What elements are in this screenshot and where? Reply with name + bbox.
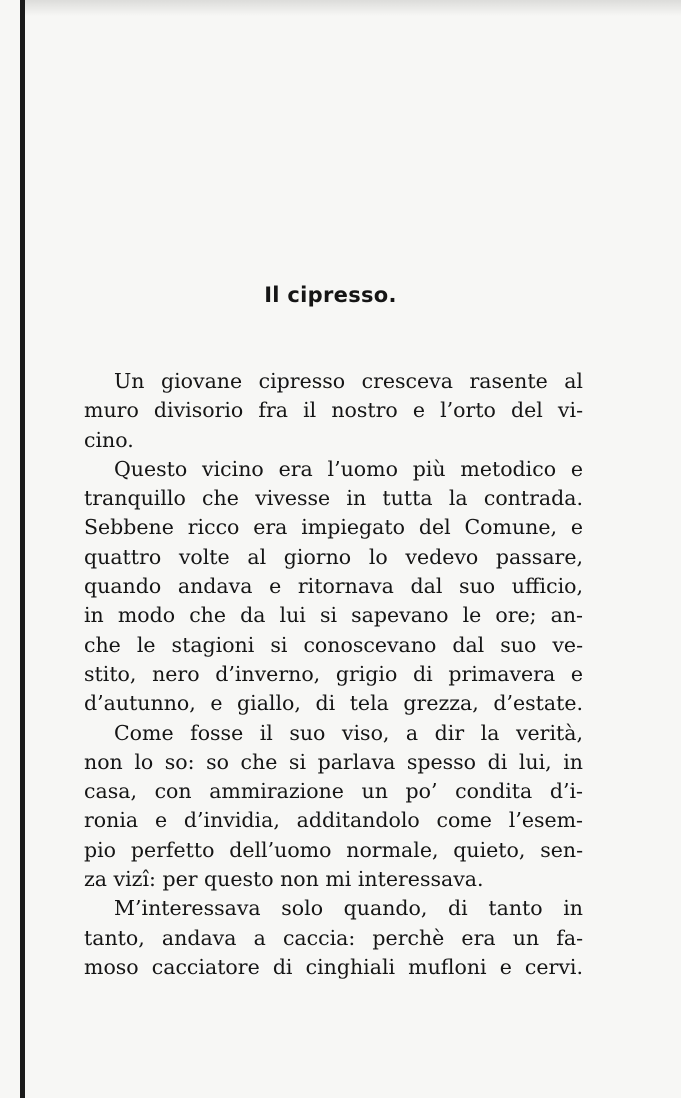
text-line: che le stagioni si conoscevano dal suo ve-	[84, 632, 583, 657]
text-line: Un giovane cipresso cresceva rasente al	[114, 369, 583, 393]
text-line: stito, nero d’inverno, grigio di primavera e	[84, 661, 583, 686]
text-line: quattro volte al giorno lo vedevo passare,	[84, 544, 583, 569]
text-line: Come fosse il suo viso, a dir la verità,	[114, 720, 583, 745]
text-line: d’autunno, e giallo, di tela grezza, d’estate.	[84, 691, 583, 716]
text-line: muro divisorio fra il nostro e l’orto del vi-	[84, 398, 583, 423]
text-line: tranquillo che vivesse in tutta la contrada.	[84, 486, 583, 511]
text-line: casa, con ammirazione un po’ condita d’i-	[84, 779, 583, 804]
text-line: moso cacciatore di cinghiali mufloni e cervi.	[84, 954, 583, 979]
text-line: tanto, andava a caccia: perchè era un fa-	[84, 925, 583, 950]
text-line: Sebbene ricco era impiegato del Comune, e	[84, 515, 583, 540]
text-line: pio perfetto dell’uomo normale, quieto, sen-	[84, 837, 583, 862]
chapter-body	[84, 367, 583, 982]
text-line: za vizî: per questo non mi interessava.	[84, 867, 484, 892]
page-top-shadow	[25, 0, 681, 16]
text-line: M’interessava solo quando, di tanto in	[114, 896, 583, 921]
text-line: Questo vicino era l’uomo più metodico e	[114, 456, 583, 481]
text-line: non lo so: so che si parlava spesso di lui, in	[84, 749, 583, 774]
text-line: quando andava e ritornava dal suo ufficio,	[84, 574, 583, 599]
text-line: in modo che da lui si sapevano le ore; an-	[84, 603, 583, 628]
chapter-title: Il cipresso.	[264, 283, 397, 307]
page-binding-edge	[20, 0, 25, 1098]
text-line: ronia e d’invidia, additandolo come l’esem-	[84, 808, 583, 833]
text-line: cino.	[84, 427, 134, 452]
